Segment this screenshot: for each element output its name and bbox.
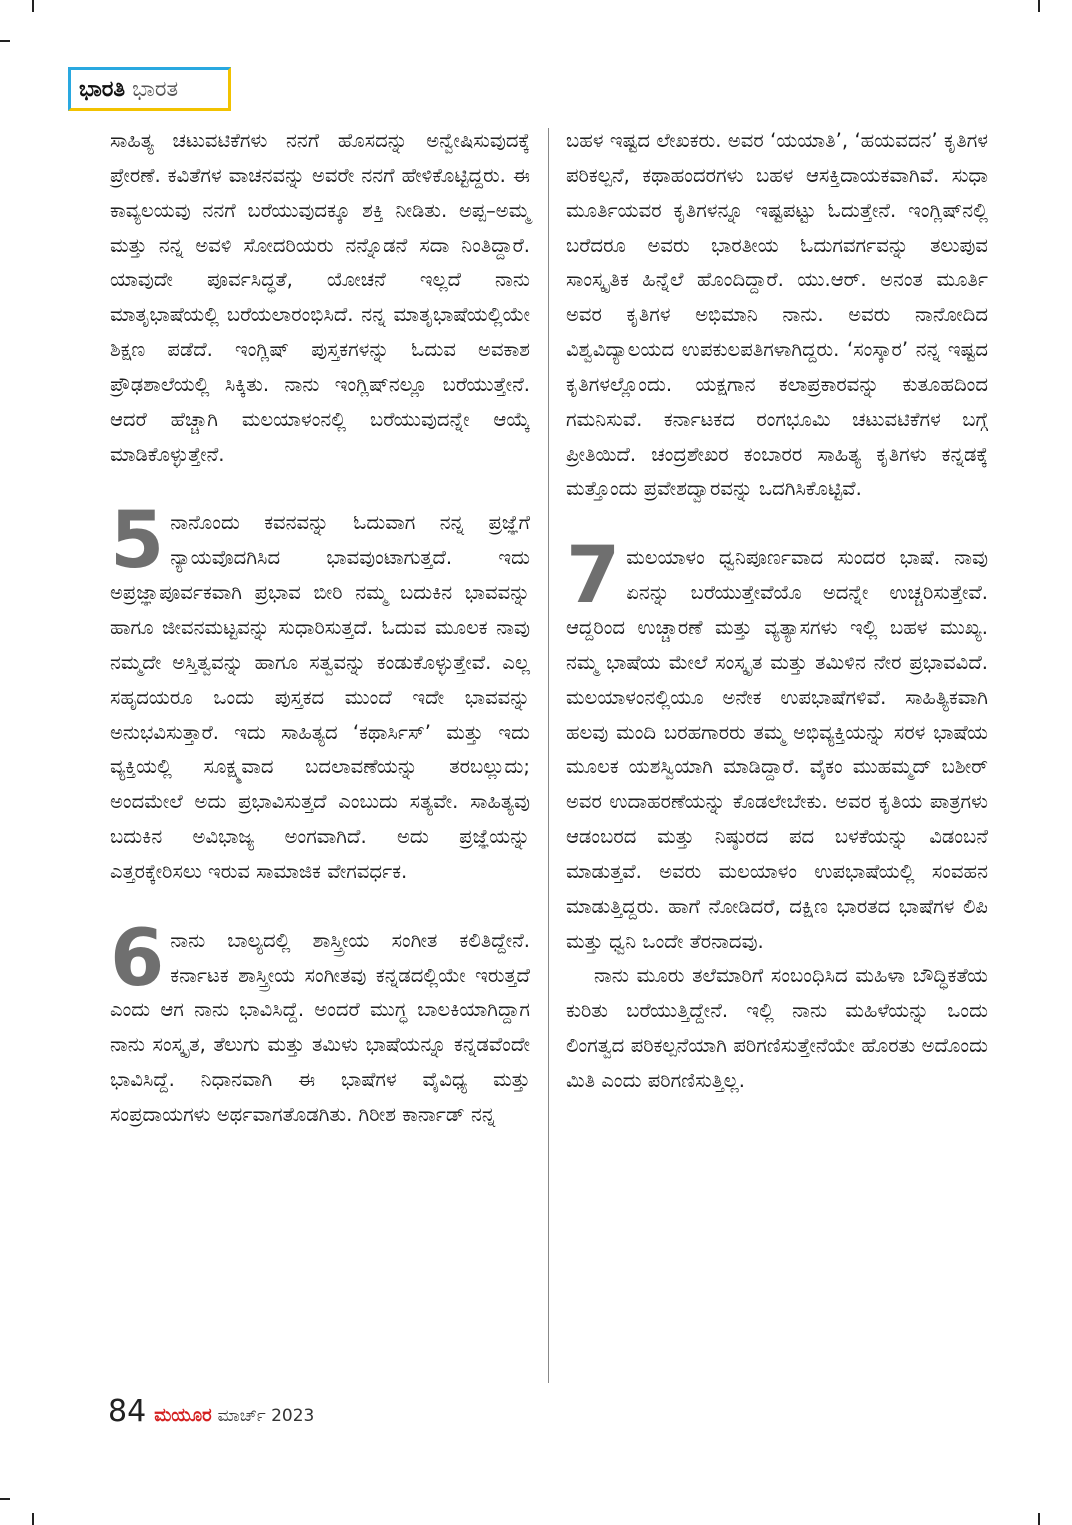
crop-mark-top-right [1038, 0, 1040, 12]
paragraph-text: ನಾನು ಬಾಲ್ಯದಲ್ಲಿ ಶಾಸ್ತ್ರೀಯ ಸಂಗೀತ ಕಲಿತಿದ್ದೇನೆ. ಕರ್ನಾಟಕ ಶಾಸ್ತ್ರೀಯ ಸಂಗೀತವು ಕನ್ನಡದಲ್ಲಿಯೇ ಇರುತ್ತದೆ ಎಂದು ಆಗ ನಾನು ಭಾವಿಸಿದ್ದೆ. ಅಂದರೆ ಮುಗ್ಧ ಬಾಲಕಿಯಾಗಿದ್ದಾಗ ನಾನು ಸಂಸ್ಕೃತ, ತೆಲುಗು ಮತ್ತು ತಮಿಳು ಭಾಷೆಯನ್ನೂ ಕನ್ನಡವೆಂದೇ ಭಾವಿಸಿದ್ದೆ. ನಿಧಾನವಾಗಿ ಈ ಭಾಷೆಗಳ ವೈವಿಧ್ಯ ಮತ್ತು ಸಂಪ್ರದಾಯಗಳು ಅರ್ಥವಾಗತೊಡಗಿತು. ಗಿರೀಶ ಕಾರ್ನಾಡ್ ನನ್ನ [110, 928, 530, 1126]
column-divider [548, 128, 549, 1383]
section-header [68, 67, 231, 111]
page-number: 84 [108, 1394, 147, 1429]
paragraph: ಸಾಹಿತ್ಯ ಚಟುವಟಿಕೆಗಳು ನನಗೆ ಹೊಸದನ್ನು ಅನ್ವೇಷಿಸುವುದಕ್ಕೆ ಪ್ರೇರಣೆ. ಕವಿತೆಗಳ ವಾಚನವನ್ನು ಅವರೇ ನನಗೆ ಹೇಳಿಕೊಟ್ಟಿದ್ದರು. ಈ ಕಾವ್ಯಲಯವು ನನಗೆ ಬರೆಯುವುದಕ್ಕೂ ಶಕ್ತಿ ನೀಡಿತು. ಅಪ್ಪ–ಅಮ್ಮ ಮತ್ತು ನನ್ನ ಅವಳಿ ಸೋದರಿಯರು ನನ್ನೊಡನೆ ಸದಾ ನಿಂತಿದ್ದಾರೆ. ಯಾವುದೇ ಪೂರ್ವಸಿದ್ಧತೆ, ಯೋಚನೆ ಇಲ್ಲದೆ ನಾನು ಮಾತೃಭಾಷೆಯಲ್ಲಿ ಬರೆಯಲಾರಂಭಿಸಿದೆ. ನನ್ನ ಮಾತೃಭಾಷೆಯಲ್ಲಿಯೇ ಶಿಕ್ಷಣ ಪಡೆದೆ. ಇಂಗ್ಲಿಷ್ ಪುಸ್ತಕಗಳನ್ನು ಓದುವ ಅವಕಾಶ ಪ್ರೌಢಶಾಲೆಯಲ್ಲಿ ಸಿಕ್ಕಿತು. ನಾನು ಇಂಗ್ಲಿಷ್‌ನಲ್ಲೂ ಬರೆಯುತ್ತೇನೆ. ಆದರೆ ಹೆಚ್ಚಾಗಿ ಮಲಯಾಳಂನಲ್ಲಿ ಬರೆಯುವುದನ್ನೇ ಆಯ್ಕೆ ಮಾಡಿಕೊಳ್ಳುತ್ತೇನೆ. [110, 129, 530, 466]
dropcap-6: 6 [110, 913, 165, 1004]
paragraph-6 [110, 913, 530, 1133]
paragraph: ನಾನು ಮೂರು ತಲೆಮಾರಿಗೆ ಸಂಬಂಧಿಸಿದ ಮಹಿಳಾ ಬೌದ್ಧಿಕತೆಯ ಕುರಿತು ಬರೆಯುತ್ತಿದ್ದೇನೆ. ಇಲ್ಲಿ ನಾನು ಮಹಿಳೆಯನ್ನು ಒಂದು ಲಿಂಗತ್ವದ ಪರಿಕಲ್ಪನೆಯಾಗಿ ಪರಿಗಣಿಸುತ್ತೇನೆಯೇ ಹೊರತು ಅದೊಂದು ಮಿತಿ ಎಂದು ಪರಿಗಣಿಸುತ್ತಿಲ್ಲ. [566, 964, 988, 1092]
crop-mark-left-top [0, 40, 10, 42]
crop-mark-bottom-right [1038, 1513, 1040, 1525]
magazine-logo: ಮಯೂರ [154, 1405, 212, 1426]
paragraph-text: ನಾನೊಂದು ಕವನವನ್ನು ಓದುವಾಗ ನನ್ನ ಪ್ರಜ್ಞೆಗೆ ನ್ಯಾಯವೊದಗಿಸಿದ ಭಾವವುಂಟಾಗುತ್ತದೆ. ಇದು ಅಪ್ರಜ್ಞಾಪೂರ್ವಕವಾಗಿ ಪ್ರಭಾವ ಬೀರಿ ನಮ್ಮ ಬದುಕಿನ ಭಾವವನ್ನು ಹಾಗೂ ಜೀವನಮಟ್ಟವನ್ನು ಸುಧಾರಿಸುತ್ತದೆ. ಓದುವ ಮೂಲಕ ನಾವು ನಮ್ಮದೇ ಅಸ್ತಿತ್ವವನ್ನು ಹಾಗೂ ಸತ್ವವನ್ನು ಕಂಡುಕೊಳ್ಳುತ್ತೇವೆ. ಎಲ್ಲ ಸಹೃದಯರೂ ಒಂದು ಪುಸ್ತಕದ ಮುಂದೆ ಇದೇ ಭಾವವನ್ನು ಅನುಭವಿಸುತ್ತಾರೆ. ಇದು ಸಾಹಿತ್ಯದ ‘ಕಥಾರ್ಸಿಸ್’ ಮತ್ತು ಇದು ವ್ಯಕ್ತಿಯಲ್ಲಿ ಸೂಕ್ಷ್ಮವಾದ ಬದಲಾವಣೆಯನ್ನು ತರಬಲ್ಲುದು; ಅಂದಮೇಲೆ ಅದು ಪ್ರಭಾವಿಸುತ್ತದೆ ಎಂಬುದು ಸತ್ಯವೇ. ಸಾಹಿತ್ಯವು ಬದುಕಿನ ಅವಿಭಾಜ್ಯ ಅಂಗವಾಗಿದೆ. ಅದು ಪ್ರಜ್ಞೆಯನ್ನು ಎತ್ತರಕ್ಕೇರಿಸಲು ಇರುವ ಸಾಮಾಜಿಕ ವೇಗವರ್ಧಕ. [110, 511, 530, 883]
paragraph-7 [566, 531, 988, 959]
issue-date: ಮಾರ್ಚ್ 2023 [217, 1406, 315, 1426]
section-header-word1: ಭಾರತಿ [79, 76, 126, 102]
paragraph-text: ಮಲಯಾಳಂ ಧ್ವನಿಪೂರ್ಣವಾದ ಸುಂದರ ಭಾಷೆ. ನಾವು ಏನನ್ನು ಬರೆಯುತ್ತೇವೆಯೊ ಅದನ್ನೇ ಉಚ್ಚರಿಸುತ್ತೇವೆ. ಆದ್ದರಿಂದ ಉಚ್ಚಾರಣೆ ಮತ್ತು ವ್ಯತ್ಯಾಸಗಳು ಇಲ್ಲಿ ಬಹಳ ಮುಖ್ಯ. ನಮ್ಮ ಭಾಷೆಯ ಮೇಲೆ ಸಂಸ್ಕೃತ ಮತ್ತು ತಮಿಳಿನ ನೇರ ಪ್ರಭಾವವಿದೆ. ಮಲಯಾಳಂನಲ್ಲಿಯೂ ಅನೇಕ ಉಪಭಾಷೆಗಳಿವೆ. ಸಾಹಿತ್ಯಿಕವಾಗಿ ಹಲವು ಮಂದಿ ಬರಹಗಾರರು ತಮ್ಮ ಅಭಿವ್ಯಕ್ತಿಯನ್ನು ಸರಳ ಭಾಷೆಯ ಮೂಲಕ ಯಶಸ್ವಿಯಾಗಿ ಮಾಡಿದ್ದಾರೆ. ವೈಕಂ ಮುಹಮ್ಮದ್ ಬಶೀರ್ ಅವರ ಉದಾಹರಣೆಯನ್ನು ಕೊಡಲೇಬೇಕು. ಅವರ ಕೃತಿಯ ಪಾತ್ರಗಳು ಆಡಂಬರದ ಮತ್ತು ನಿಷ್ಠುರದ ಪದ ಬಳಕೆಯನ್ನು ವಿಡಂಬನೆ ಮಾಡುತ್ತವೆ. ಅವರು ಮಲಯಾಳಂ ಉಪಭಾಷೆಯಲ್ಲಿ ಸಂವಹನ ಮಾಡುತ್ತಿದ್ದರು. ಹಾಗೆ ನೋಡಿದರೆ, ದಕ್ಷಿಣ ಭಾರತದ ಭಾಷೆಗಳ ಲಿಪಿ ಮತ್ತು ಧ್ವನಿ ಒಂದೇ ತೆರನಾದವು. [566, 546, 988, 953]
right-column [566, 124, 988, 1099]
dropcap-5: 5 [110, 496, 165, 587]
page-footer [108, 1394, 314, 1429]
crop-mark-bottom-left [32, 1513, 34, 1525]
paragraph-5 [110, 496, 530, 889]
left-column [110, 124, 530, 1133]
paragraph: ಬಹಳ ಇಷ್ಟದ ಲೇಖಕರು. ಅವರ ‘ಯಯಾತಿ’, ‘ಹಯವದನ’ ಕೃತಿಗಳ ಪರಿಕಲ್ಪನೆ, ಕಥಾಹಂದರಗಳು ಬಹಳ ಆಸಕ್ತಿದಾಯಕವಾಗಿವೆ. ಸುಧಾ ಮೂರ್ತಿಯವರ ಕೃತಿಗಳನ್ನೂ ಇಷ್ಟಪಟ್ಟು ಓದುತ್ತೇನೆ. ಇಂಗ್ಲಿಷ್‌ನಲ್ಲಿ ಬರೆದರೂ ಅವರು ಭಾರತೀಯ ಓದುಗವರ್ಗವನ್ನು ತಲುಪುವ ಸಾಂಸ್ಕೃತಿಕ ಹಿನ್ನೆಲೆ ಹೊಂದಿದ್ದಾರೆ. ಯು.ಆರ್. ಅನಂತ ಮೂರ್ತಿ ಅವರ ಕೃತಿಗಳ ಅಭಿಮಾನಿ ನಾನು. ಅವರು ನಾನೋದಿದ ವಿಶ್ವವಿದ್ಯಾಲಯದ ಉಪಕುಲಪತಿಗಳಾಗಿದ್ದರು. ‘ಸಂಸ್ಕಾರ’ ನನ್ನ ಇಷ್ಟದ ಕೃತಿಗಳಲ್ಲೊಂದು. ಯಕ್ಷಗಾನ ಕಲಾಪ್ರಕಾರವನ್ನು ಕುತೂಹದಿಂದ ಗಮನಿಸುವೆ. ಕರ್ನಾಟಕದ ರಂಗಭೂಮಿ ಚಟುವಟಿಕೆಗಳ ಬಗ್ಗೆ ಪ್ರೀತಿಯಿದೆ. ಚಂದ್ರಶೇಖರ ಕಂಬಾರರ ಸಾಹಿತ್ಯ ಕೃತಿಗಳು ಕನ್ನಡಕ್ಕೆ ಮತ್ತೊಂದು ಪ್ರವೇಶದ್ವಾರವನ್ನು ಒದಗಿಸಿಕೊಟ್ಟಿವೆ. [566, 129, 988, 501]
dropcap-7: 7 [566, 531, 621, 622]
crop-mark-top-left [32, 0, 34, 12]
crop-mark-left-bottom [0, 1498, 10, 1500]
section-header-word2: ಭಾರತ [132, 76, 179, 102]
